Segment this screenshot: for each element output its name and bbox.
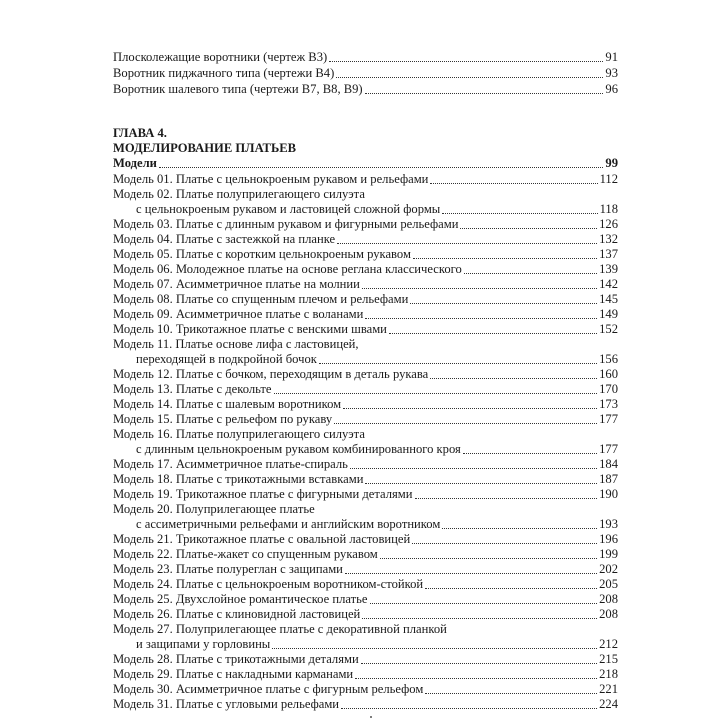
toc-entry-page: 218	[599, 667, 618, 681]
toc-entry-title: Модель 30. Асимметричное платье с фигурным рельефом	[113, 682, 424, 696]
toc-entry-page: 190	[599, 487, 618, 501]
toc-entry-title: переходящей в подкройной бочок	[136, 352, 317, 366]
toc-entry-title: Модель 06. Молодежное платье на основе реглана классического	[113, 262, 462, 276]
toc-entry-page: 96	[605, 82, 618, 96]
toc-entry-title: Модель 03. Платье с длинным рукавом и фигурными рельефами	[113, 217, 459, 231]
toc-entry-page: 208	[599, 607, 618, 621]
toc-entry-title: Плосколежащие воротники (чертеж В3)	[113, 50, 328, 64]
toc-entry-title: Модель 05. Платье с коротким цельнокроеным рукавом	[113, 247, 411, 261]
toc-entry-page: 142	[599, 277, 618, 291]
toc-entry-title: Модель 16. Платье полуприлегающего силуэта	[113, 427, 365, 441]
toc-entry-page: 160	[599, 367, 618, 381]
toc-entry-title: Модели	[113, 156, 157, 170]
toc-entry-title: Модель 15. Платье с рельефом по рукаву	[113, 412, 333, 426]
toc-entry-page: 132	[599, 232, 618, 246]
toc-entry-page: 126	[599, 217, 618, 231]
chapter-label: ГЛАВА 4.	[113, 126, 167, 140]
toc-entry-page: 152	[599, 322, 618, 336]
toc-entry-page: 212	[599, 637, 618, 651]
toc-entry-title: Модель 11. Платье основе лифа с ластовицей,	[113, 337, 359, 351]
toc-entry-title: с длинным цельнокроеным рукавом комбинированного кроя	[136, 442, 461, 456]
toc-entry-page: 139	[599, 262, 618, 276]
toc-entry-page: 137	[599, 247, 618, 261]
toc-entry-title: Модель 12. Платье с бочком, переходящим в деталь рукава	[113, 367, 429, 381]
toc-entry-page: 208	[599, 592, 618, 606]
toc-entry-title: Модель 10. Трикотажное платье с венскими швами	[113, 322, 387, 336]
toc-entry-page: 156	[599, 352, 618, 366]
toc-entry-page: 187	[599, 472, 618, 486]
toc-entry-title: Модель 17. Асимметричное платье-спираль	[113, 457, 348, 471]
toc-entry-page: 224	[599, 697, 618, 711]
toc-entry-page: 215	[599, 652, 618, 666]
toc-entry-title: Модель 14. Платье с шалевым воротником	[113, 397, 342, 411]
toc-entry-page: 170	[599, 382, 618, 396]
toc-entry-title: Воротник пиджачного типа (чертежи В4)	[113, 66, 335, 80]
toc-entry-page: 196	[599, 532, 618, 546]
toc-entry-title: Модель 08. Платье со спущенным плечом и рельефами	[113, 292, 409, 306]
toc-entry-title: Модель 24. Платье с цельнокроеным воротником-стойкой	[113, 577, 424, 591]
toc-entry-title: Воротник шалевого типа (чертежи В7, В8, В9)	[113, 82, 363, 96]
toc-entry-title: Модель 13. Платье с декольте	[113, 382, 272, 396]
toc-entry-page: 118	[599, 202, 618, 216]
chapter-title: МОДЕЛИРОВАНИЕ ПЛАТЬЕВ	[113, 141, 297, 155]
toc-entry-title: Модель 25. Двухслойное романтическое платье	[113, 592, 368, 606]
toc-entry-title: Модель 07. Асимметричное платье на молнии	[113, 277, 360, 291]
toc-entry-page: 173	[599, 397, 618, 411]
toc-entry-title: Модель 04. Платье с застежкой на планке	[113, 232, 336, 246]
toc-entry-page: 177	[599, 412, 618, 426]
toc-entry-page: 199	[599, 547, 618, 561]
toc-entry-page: 202	[599, 562, 618, 576]
page-mark-icon	[368, 714, 374, 720]
toc-entry-page: 91	[605, 50, 618, 64]
toc-entry-title: Модель 23. Платье полуреглан с защипами	[113, 562, 343, 576]
toc-entry-title: Модель 01. Платье с цельнокроеным рукавом и рельефами	[113, 172, 429, 186]
toc-entry-page: 205	[599, 577, 618, 591]
toc-entry-title: Модель 09. Асимметричное платье с воланами	[113, 307, 364, 321]
toc-entry-title: Модель 28. Платье с трикотажными деталями	[113, 652, 359, 666]
toc-entry-title: Модель 31. Платье с угловыми рельефами	[113, 697, 340, 711]
toc-entry-page: 99	[605, 156, 618, 170]
toc-entry-page: 145	[599, 292, 618, 306]
toc-entry-page: 112	[599, 172, 618, 186]
toc-entry-title: Модель 18. Платье с трикотажными вставками	[113, 472, 364, 486]
toc-entry-title: с ассиметричными рельефами и английским воротником	[136, 517, 441, 531]
toc-entry-title: Модель 19. Трикотажное платье с фигурными деталями	[113, 487, 413, 501]
toc-entry-title: Модель 22. Платье-жакет со спущенным рукавом	[113, 547, 378, 561]
toc-entry-title: Модель 21. Трикотажное платье с овальной ластовицей	[113, 532, 411, 546]
toc-entry-page: 149	[599, 307, 618, 321]
toc-entry-title: с цельнокроеным рукавом и ластовицей сложной формы	[136, 202, 441, 216]
toc-entry-title: Модель 26. Платье с клиновидной ластовицей	[113, 607, 361, 621]
toc-entry-page: 184	[599, 457, 618, 471]
toc-entry-title: Модель 02. Платье полуприлегающего силуэта	[113, 187, 365, 201]
toc-entry-title: и защипами у горловины	[136, 637, 271, 651]
toc-entry-page: 221	[599, 682, 618, 696]
toc-entry-title: Модель 29. Платье с накладными карманами	[113, 667, 354, 681]
toc-entry-title: Модель 20. Полуприлегающее платье	[113, 502, 315, 516]
toc-entry-page: 193	[599, 517, 618, 531]
toc-entry-title: Модель 27. Полуприлегающее платье с декоративной планкой	[113, 622, 447, 636]
toc-entry-page: 177	[599, 442, 618, 456]
toc-entry-page: 93	[605, 66, 618, 80]
